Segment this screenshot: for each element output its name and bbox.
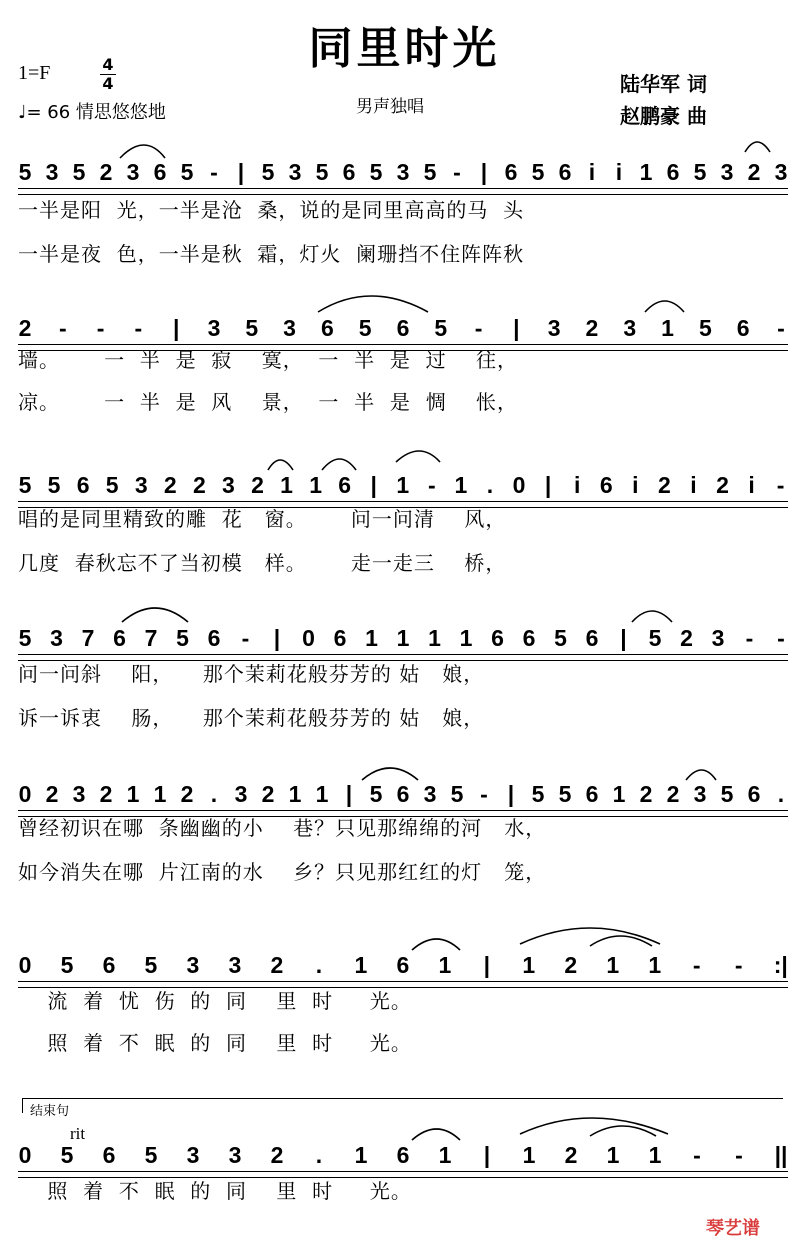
note: 5 (720, 780, 734, 807)
lyric-line: 诉一诉衷 肠， 那个茉莉花般芬芳的 姑 娘， (18, 706, 485, 730)
note: 3 (711, 624, 725, 651)
note: 3 (45, 158, 59, 185)
note: 3 (50, 624, 63, 651)
note: 6 (491, 624, 504, 651)
notation-row (18, 774, 788, 884)
note: 5 (144, 1141, 158, 1168)
lyric-line: 照 着 不 眠 的 同 里 时 光。 (18, 1179, 412, 1203)
note: - (241, 624, 250, 651)
note: 2 (666, 780, 680, 807)
note: i (632, 471, 639, 498)
note: i (573, 471, 581, 498)
note: 1 (438, 951, 452, 978)
notation-row (18, 152, 788, 266)
note: 1 (612, 780, 626, 807)
note: 1 (126, 780, 140, 807)
barline: | (480, 158, 488, 185)
lyric-line: 如今消失在哪 片江南的水 乡？只见那红红的灯 笼， (18, 860, 547, 884)
note: 5 (60, 951, 74, 978)
note-sequence (18, 945, 788, 985)
note: 6 (333, 624, 347, 651)
note: 1 (396, 471, 410, 498)
lyric-line: 曾经初识在哪 条幽幽的小 巷？只见那绵绵的河 水， (18, 816, 547, 840)
note: 1 (648, 951, 662, 978)
note: 1 (354, 1141, 368, 1168)
note: 6 (747, 780, 761, 807)
note: 3 (186, 1141, 200, 1168)
note: - (776, 471, 785, 498)
lyric-line: 一半是夜 色，一半是秋 霜，灯火 阑珊挡不住阵阵秋 (18, 242, 525, 266)
note: i (690, 471, 697, 498)
note: 3 (228, 1141, 242, 1168)
slur (520, 1118, 668, 1134)
note-sequence (18, 152, 788, 192)
note: 5 (434, 314, 448, 341)
page-title: 同里时光 (308, 23, 501, 74)
note: 2 (192, 471, 206, 498)
note-sequence (18, 618, 788, 658)
note: 3 (222, 471, 235, 498)
note: 2 (747, 158, 761, 185)
barline: | (370, 471, 377, 498)
notation-row (18, 308, 788, 414)
note: 6 (338, 471, 352, 498)
note: 2 (18, 314, 32, 341)
note: 0 (302, 624, 315, 651)
note: - (777, 624, 785, 651)
note: 5 (18, 624, 32, 651)
note: 2 (639, 780, 653, 807)
note: 3 (396, 158, 410, 185)
note: - (210, 158, 218, 185)
note: 5 (698, 314, 712, 341)
note: 6 (396, 1141, 410, 1168)
note: 5 (693, 158, 707, 185)
note: 1 (522, 951, 536, 978)
barline: | (483, 1141, 491, 1168)
note: 5 (554, 624, 567, 651)
note: i (615, 158, 623, 185)
slur (745, 142, 770, 152)
note: 1 (438, 1141, 452, 1168)
note: 1 (606, 951, 620, 978)
slur (396, 451, 440, 462)
note: 5 (358, 314, 372, 341)
note: 5 (18, 471, 32, 498)
note: - (777, 314, 785, 341)
note: 6 (585, 624, 599, 651)
note: 5 (245, 314, 259, 341)
note: 3 (207, 314, 221, 341)
note: . (315, 1141, 323, 1168)
note: - (734, 951, 743, 978)
note: 0 (18, 1141, 32, 1168)
lyric-line: 问一问斜 阳， 那个茉莉花般芬芳的 姑 娘， (18, 662, 485, 686)
composer-credit: 赵鹏豪 曲 (620, 104, 707, 128)
key-signature: 1=F (18, 62, 51, 84)
note: - (693, 1141, 701, 1168)
note: 3 (126, 158, 140, 185)
note: 2 (251, 471, 264, 498)
note: 1 (459, 624, 473, 651)
note: 1 (454, 471, 468, 498)
note: 2 (564, 1141, 578, 1168)
slur (520, 928, 660, 944)
note: . (486, 471, 494, 498)
note: - (428, 471, 436, 498)
note: 5 (315, 158, 329, 185)
note: 5 (558, 780, 572, 807)
ending-label: 结束句 (30, 1104, 70, 1119)
note: 1 (288, 780, 302, 807)
note: 2 (163, 471, 177, 498)
note: 1 (365, 624, 378, 651)
note: 7 (81, 624, 95, 651)
note: 5 (369, 780, 383, 807)
note: 3 (283, 314, 296, 341)
note: - (58, 314, 67, 341)
note: 6 (102, 1141, 116, 1168)
lyric-line: 凉。 一 半 是 风 景， 一 半 是 惆 怅， (18, 390, 519, 414)
note: 5 (648, 624, 662, 651)
performance-type: 男声独唱 (356, 97, 424, 117)
note: 1 (309, 471, 323, 498)
barline: | (237, 158, 245, 185)
note-sequence (18, 465, 788, 505)
note: 5 (531, 158, 545, 185)
note: 1 (639, 158, 653, 185)
note: - (134, 314, 143, 341)
note: 6 (320, 314, 334, 341)
note: 1 (428, 624, 441, 651)
lyricist-credit: 陆华军 词 (620, 72, 707, 96)
note: 3 (186, 951, 200, 978)
lyric-line: 流 着 忧 伤 的 同 里 时 光。 (18, 989, 412, 1013)
note: - (692, 951, 701, 978)
note: 5 (176, 624, 189, 651)
note: - (480, 780, 488, 807)
note: 3 (623, 314, 637, 341)
lyric-line: 墙。 一 半 是 寂 寞， 一 半 是 过 往， (18, 348, 519, 372)
note: 5 (450, 780, 464, 807)
note: 6 (153, 158, 167, 185)
barline: || (774, 1141, 788, 1168)
note: 1 (606, 1141, 620, 1168)
note: 5 (60, 1141, 74, 1168)
meter-bottom: 4 (100, 74, 116, 93)
notation-row (18, 1135, 788, 1203)
note: 6 (342, 158, 356, 185)
barline: | (620, 624, 627, 651)
note: 3 (423, 780, 437, 807)
barline: | (172, 314, 180, 341)
note: i (748, 471, 755, 498)
barline: | (507, 780, 515, 807)
notation-row (18, 945, 788, 1055)
note: . (777, 780, 785, 807)
note-sequence (18, 774, 788, 814)
note: 2 (564, 951, 578, 978)
note: 1 (153, 780, 167, 807)
lyric-line: 几度 春秋忘不了当初模 样。 走一走三 桥， (18, 551, 507, 575)
note: 5 (72, 158, 86, 185)
note: . (210, 780, 218, 807)
note: 2 (680, 624, 693, 651)
note: . (315, 951, 323, 978)
note: 6 (736, 314, 750, 341)
note: 2 (261, 780, 275, 807)
note: 6 (522, 624, 536, 651)
note: 0 (18, 780, 32, 807)
note: 2 (657, 471, 671, 498)
note: 5 (47, 471, 61, 498)
note: 3 (134, 471, 148, 498)
note: i (588, 158, 596, 185)
barline: | (345, 780, 353, 807)
note: 7 (144, 624, 158, 651)
note: 2 (45, 780, 59, 807)
note: 6 (396, 780, 410, 807)
note: 6 (102, 951, 116, 978)
note: 3 (72, 780, 86, 807)
watermark-logo: 琴艺谱 (706, 1218, 760, 1239)
note: 2 (180, 780, 194, 807)
note: 6 (396, 951, 410, 978)
barline: | (544, 471, 552, 498)
note: 6 (113, 624, 126, 651)
tempo-marking: ♩= 66 情思悠悠地 (18, 102, 166, 123)
notation-row (18, 465, 788, 575)
lyric-line: 唱的是同里精致的雕 花 窗。 问一问清 风， (18, 507, 507, 531)
note: 6 (599, 471, 613, 498)
note: - (735, 1141, 743, 1168)
note: 3 (774, 158, 788, 185)
note: 6 (504, 158, 518, 185)
note: 5 (369, 158, 383, 185)
note-sequence (18, 1135, 788, 1175)
note: 0 (18, 951, 32, 978)
note: 3 (547, 314, 561, 341)
note: 6 (558, 158, 572, 185)
note: 3 (720, 158, 734, 185)
note: 6 (585, 780, 599, 807)
note: - (745, 624, 754, 651)
note: 2 (716, 471, 729, 498)
lyric-line: 一半是阳 光，一半是沧 桑，说的是同里高高的马 头 (18, 198, 525, 222)
note: 5 (261, 158, 275, 185)
note: - (453, 158, 461, 185)
note: 5 (18, 158, 32, 185)
note: 3 (234, 780, 248, 807)
note: 6 (666, 158, 680, 185)
ritardando-mark: rit (70, 1124, 86, 1143)
note: 6 (76, 471, 90, 498)
note: 5 (423, 158, 437, 185)
note: 2 (99, 158, 113, 185)
note: 1 (354, 951, 368, 978)
note: 0 (512, 471, 526, 498)
note: 5 (180, 158, 194, 185)
note: 1 (280, 471, 293, 498)
note: 3 (288, 158, 302, 185)
note: 3 (693, 780, 707, 807)
note: 2 (99, 780, 113, 807)
note: 2 (270, 1141, 284, 1168)
note: 1 (315, 780, 329, 807)
note: 5 (144, 951, 158, 978)
note: 6 (207, 624, 221, 651)
barline: :| (773, 951, 788, 978)
note: - (96, 314, 105, 341)
note: 1 (396, 624, 410, 651)
time-signature (100, 56, 116, 93)
barline: | (513, 314, 520, 341)
note: 2 (585, 314, 599, 341)
note: 2 (270, 951, 284, 978)
note: 1 (661, 314, 674, 341)
note-sequence (18, 308, 788, 348)
barline: | (483, 951, 491, 978)
note: 5 (531, 780, 545, 807)
note: 1 (522, 1141, 536, 1168)
note: 5 (105, 471, 119, 498)
meter-top: 4 (102, 55, 114, 74)
ending-bracket (22, 1098, 783, 1113)
lyric-line: 照 着 不 眠 的 同 里 时 光。 (18, 1031, 412, 1055)
note: 6 (396, 314, 410, 341)
note: 1 (648, 1141, 662, 1168)
note: 3 (228, 951, 242, 978)
note: - (474, 314, 483, 341)
notation-row (18, 618, 788, 730)
barline: | (273, 624, 281, 651)
